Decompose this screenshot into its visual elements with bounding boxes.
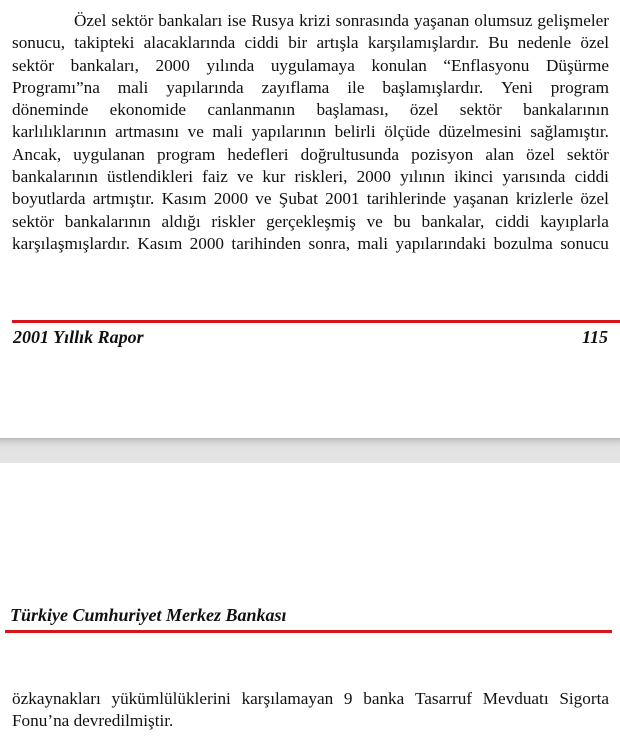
footer-divider — [12, 320, 620, 323]
paragraph-line: karlılıklarının artmasını ve mali yapılarının belirli ölçüde düzelmesini sağlamıştır. — [12, 122, 609, 142]
paragraph-line: Özel sektör bankaları ise Rusya krizi sonrasında yaşanan olumsuz gelişmeler — [74, 11, 609, 30]
page-number: 115 — [581, 327, 608, 347]
paragraph-line: boyutlarda artmıştır. Kasım 2000 ve Şubat 2001 tarihlerinde yaşanan krizlerle özel — [12, 189, 609, 209]
paragraph-line: özkaynakları yükümlülüklerini karşılamayan 9 banka Tasarruf Mevduatı Sigorta — [12, 689, 609, 708]
paragraph-line: Programı”na mali yapılarında zayıflama ile başlamışlardır. Yeni program — [12, 77, 609, 97]
page-separator — [0, 438, 620, 463]
paragraph-line: Ancak, uygulanan program hedefleri doğrultusunda pozisyon alan özel sektör — [12, 144, 609, 164]
paragraph-line: karşılaşmışlardır. Kasım 2000 tarihinden sonra, mali yapılarındaki bozulma sonucu — [12, 233, 609, 253]
header-title: Türkiye Cumhuriyet Merkez Bankası — [10, 605, 287, 625]
paragraph-line: sektör bankaları, 2000 yılında uygulamaya konulan “Enflasyonu Düşürme — [12, 55, 609, 75]
paragraph-line: bankalarının üstlendikleri faiz ve kur riskleri, 2000 yılının ikinci yarısında ciddi — [12, 167, 609, 187]
body-paragraph — [12, 688, 609, 733]
document-page-116 — [0, 463, 620, 736]
paragraph-line: sonucu, takipteki alacaklarında ciddi bir artışla karşılamışlardır. Bu nedenle özel — [12, 33, 609, 53]
paragraph-line: Fonu’na devredilmiştir. — [12, 711, 174, 731]
footer-title: 2001 Yıllık Rapor — [13, 327, 144, 347]
header-divider — [5, 630, 612, 633]
paragraph-line: sektör bankalarının aldığı riskler gerçekleşmiş ve bu bankalar, ciddi kayıplarla — [12, 211, 609, 231]
body-paragraph — [12, 10, 609, 255]
paragraph-line: döneminde ekonomide canlanmanın başlaması, özel sektör bankalarının — [12, 100, 609, 120]
